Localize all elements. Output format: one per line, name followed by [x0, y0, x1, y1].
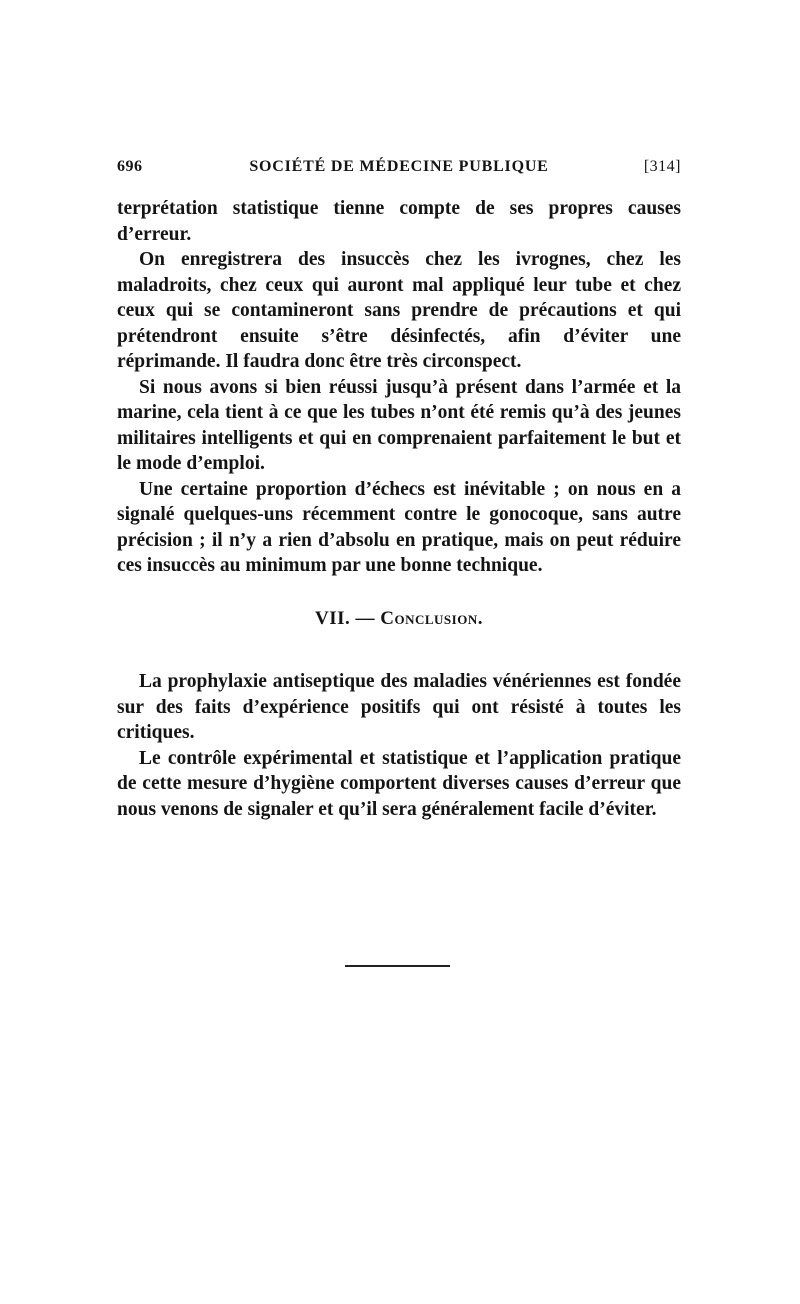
original-page-number: [314] [643, 158, 681, 175]
body-text-conclusion [117, 669, 681, 822]
book-page [117, 0, 681, 1304]
paragraph: Si nous avons si bien réussi jusqu’à présent dans l’armée et la marine, cela tient à ce que les tubes n’ont été remis qu’à des jeunes militaires intelligents et qui en comprenaient parfaitement le but et le mode d’emploi. [117, 376, 681, 474]
section-number: VII. — [315, 608, 376, 629]
page-header [117, 158, 681, 182]
paragraph: La prophylaxie antiseptique des maladies vénériennes est fondée sur des faits d’expérience positifs qui ont résisté à toutes les critiques. [117, 671, 681, 743]
section-title: Conclusion. [380, 608, 483, 629]
running-title: SOCIÉTÉ DE MÉDECINE PUBLIQUE [249, 158, 549, 175]
body-text-top [117, 196, 681, 579]
page-number: 696 [117, 158, 143, 175]
paragraph: Le contrôle expérimental et statistique et l’application pratique de cette mesure d’hygiène comportent diverses causes d’erreur que nous venons de signaler et qu’il sera généralement facile d’éviter. [117, 747, 681, 820]
section-heading [117, 608, 681, 630]
paragraph: Une certaine proportion d’échecs est inévitable ; on nous en a signalé quelques-uns récemment contre le gonocoque, sans autre précision ; il n’y a rien d’absolu en pratique, mais on peut réduire ces insuccès au minimum par une bonne technique. [117, 478, 681, 576]
paragraph: On enregistrera des insuccès chez les ivrognes, chez les maladroits, chez ceux qui auront mal appliqué leur tube et chez ceux qui se contamineront sans prendre de précautions et qui prétendront ensuite s’être désinfectés, afin d’éviter une réprimande. Il faudra donc être très circonspect. [117, 249, 681, 372]
end-rule-divider [345, 965, 450, 967]
paragraph-continuation: terprétation statistique tienne compte de ses propres causes d’erreur. [117, 198, 681, 245]
